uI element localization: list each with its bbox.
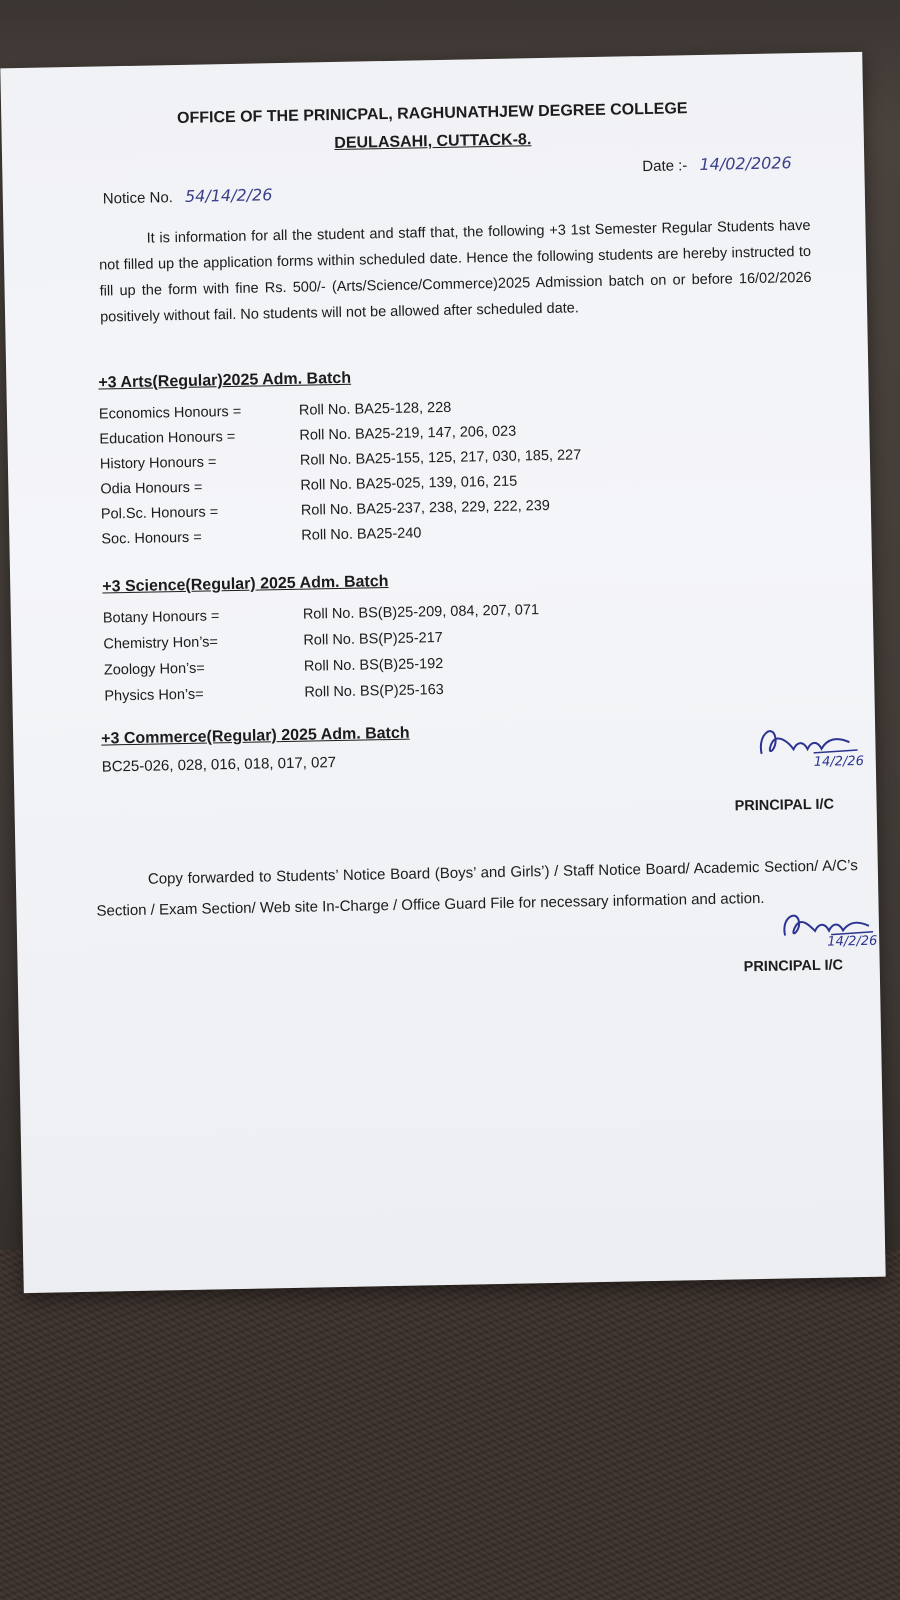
- notice-date: [642, 153, 792, 175]
- commerce-batch-heading: +3 Commerce(Regular) 2025 Adm. Batch: [101, 724, 410, 748]
- list-item: [101, 520, 701, 548]
- notice-number: [103, 185, 273, 207]
- roll-numbers: Roll No. BS(B)25-209, 084, 207, 071: [302, 602, 540, 623]
- subject-label: Physics Hon’s=: [104, 686, 204, 705]
- table-surface: [0, 1250, 900, 1600]
- subject-label: Pol.Sc. Honours =: [100, 504, 219, 523]
- signature-date: 14/2/26: [827, 933, 878, 950]
- college-office-title: OFFICE OF THE PRINICPAL, RAGHUNATHJEW DEGREE COLLEGE: [176, 100, 688, 128]
- list-item: [99, 395, 699, 423]
- notice-paper: [0, 52, 885, 1293]
- notice-body: [98, 213, 812, 331]
- arts-batch-heading: +3 Arts(Regular)2025 Adm. Batch: [98, 369, 352, 392]
- roll-numbers: Roll No. BA25-237, 238, 229, 222, 239: [300, 497, 551, 519]
- subject-label: Zoology Hon’s=: [103, 660, 205, 679]
- commerce-roll-numbers: BC25-026, 028, 016, 018, 017, 027: [101, 754, 337, 776]
- notice-number-label: Notice No.: [102, 189, 174, 208]
- roll-numbers: Roll No. BA25-219, 147, 206, 023: [299, 423, 517, 444]
- list-item: [103, 599, 703, 627]
- roll-numbers: Roll No. BA25-025, 139, 016, 215: [300, 473, 518, 494]
- list-item: [99, 420, 699, 448]
- list-item: [101, 495, 701, 523]
- principal-title: PRINCIPAL I/C: [734, 796, 835, 815]
- science-batch-heading: +3 Science(Regular) 2025 Adm. Batch: [102, 573, 389, 596]
- principal-title: PRINCIPAL I/C: [743, 957, 844, 976]
- notice-number-handwritten: 54/14/2/26: [184, 185, 273, 206]
- copy-forwarded-paragraph: [96, 850, 859, 927]
- principal-signature: [753, 712, 864, 778]
- document-header: [1, 97, 864, 160]
- subject-label: Odia Honours =: [100, 479, 203, 498]
- list-item: [103, 625, 703, 653]
- list-item: [100, 470, 700, 498]
- roll-numbers: Roll No. BS(P)25-163: [304, 681, 444, 701]
- signature-date: 14/2/26: [813, 753, 865, 770]
- subject-label: Education Honours =: [99, 428, 236, 448]
- principal-signature: [776, 900, 877, 956]
- subject-label: Chemistry Hon’s=: [103, 634, 219, 653]
- subject-label: Botany Honours =: [102, 608, 220, 627]
- subject-label: Economics Honours =: [98, 403, 242, 423]
- roll-numbers: Roll No. BA25-240: [301, 525, 422, 544]
- notice-body-text: It is information for all the student and staff that, the following +3 1st Semester Regular Students have not filled up the application forms within scheduled date. Hence the following students are hereby instructed to fill up the form with fine Rs. 500/- (Arts/Science/Commerce)2025 Admission batch on or before 16/02/2026 positively without fail. No students will not be allowed after scheduled date.: [98, 217, 812, 326]
- subject-label: Soc. Honours =: [101, 529, 202, 548]
- roll-numbers: Roll No. BS(B)25-192: [303, 655, 444, 675]
- list-item: [104, 651, 704, 679]
- notice-date-handwritten: 14/02/2026: [699, 153, 792, 174]
- copy-forwarded-text: Copy forwarded to Students’ Notice Board (Boys’ and Girls’) / Staff Notice Board/ Academic Section/ A/C’s Section / Exam Section/ Web site In-Charge / Office Guard File for necessary information and action.: [96, 857, 858, 920]
- roll-numbers: Roll No. BS(P)25-217: [303, 629, 443, 649]
- roll-numbers: Roll No. BA25-155, 125, 217, 030, 185, 227: [299, 447, 582, 469]
- notice-date-label: Date :-: [642, 157, 688, 176]
- list-item: [104, 677, 704, 705]
- college-address: DEULASAHI, CUTTACK-8.: [334, 131, 532, 152]
- list-item: [100, 445, 700, 473]
- roll-numbers: Roll No. BA25-128, 228: [298, 399, 452, 419]
- subject-label: History Honours =: [99, 454, 217, 473]
